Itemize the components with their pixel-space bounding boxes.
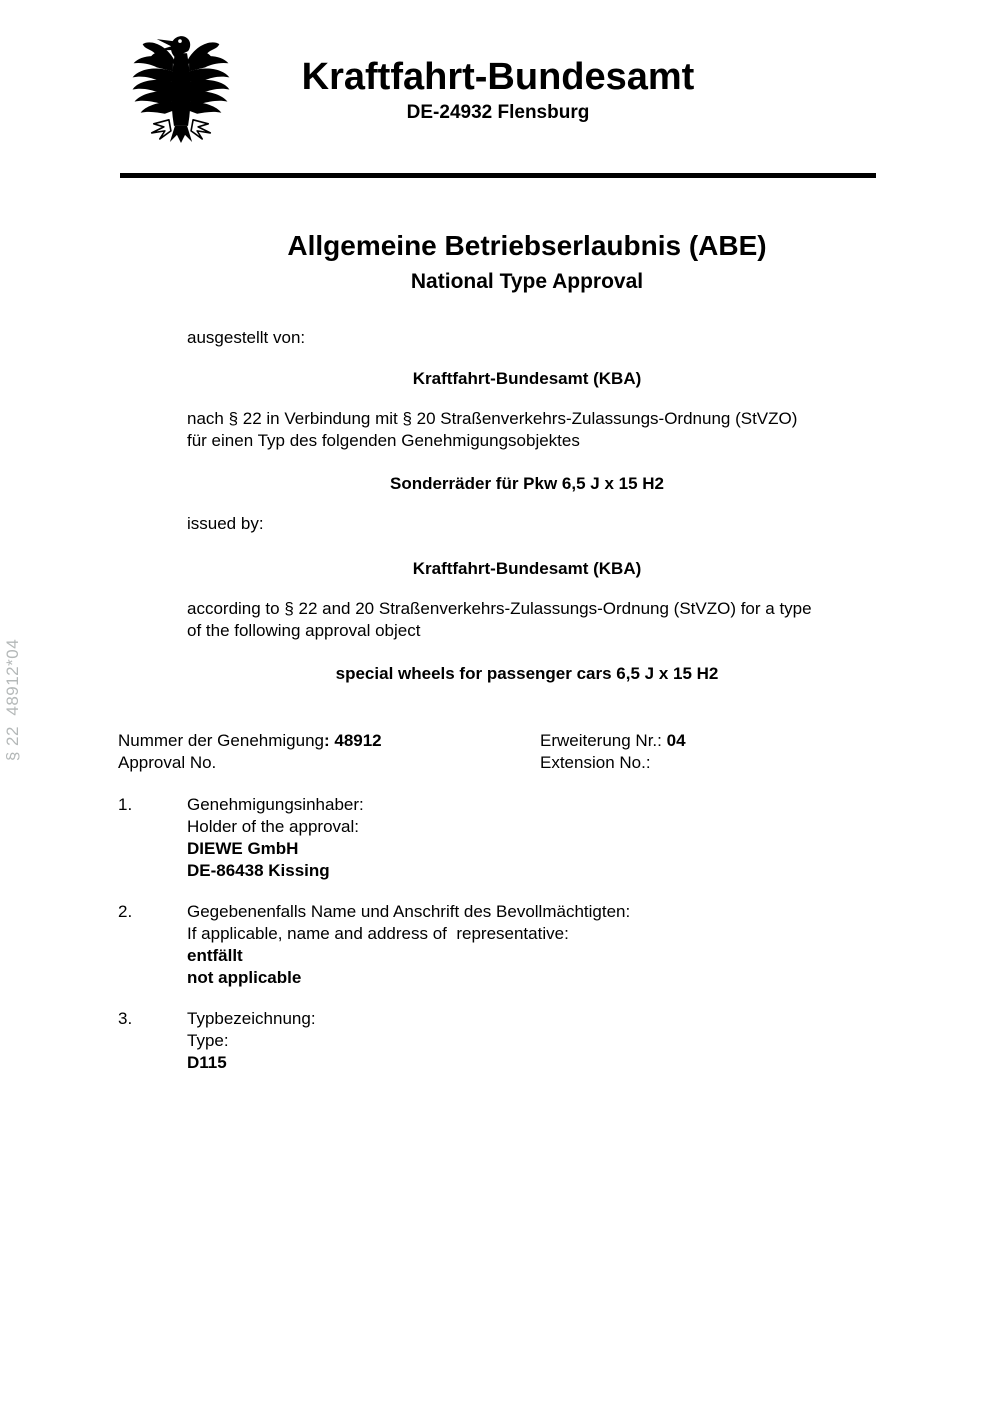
- issued-by-intro-en: issued by:: [187, 514, 264, 533]
- item-label-de: Genehmigungsinhaber:: [187, 795, 364, 814]
- legal-basis-en-line2: of the following approval object: [187, 621, 421, 640]
- approval-number-label-en: Approval No.: [118, 753, 217, 772]
- approval-number-line: [118, 730, 540, 752]
- approval-number-label-de: Nummer der Genehmigung: [118, 731, 324, 750]
- approval-number-value: : 48912: [323, 731, 382, 750]
- extension-number-line: [540, 730, 686, 752]
- item-holder-of-approval: [118, 794, 878, 882]
- extension-number-block: [540, 730, 686, 774]
- issued-by-intro-de: ausgestellt von:: [187, 328, 306, 347]
- document-title-en: National Type Approval: [410, 270, 644, 293]
- agency-name: Kraftfahrt-Bundesamt: [301, 56, 695, 98]
- legal-basis-de: [187, 408, 867, 452]
- numbered-items: [118, 794, 878, 1074]
- extension-number-label-de: Erweiterung Nr.:: [540, 731, 667, 750]
- item-value-line2: not applicable: [187, 968, 302, 987]
- approval-numbers-row: [118, 730, 878, 774]
- item-label-en: If applicable, name and address of representative:: [187, 924, 569, 943]
- item-value-line1: D115: [187, 1053, 227, 1072]
- item-label-de: Gegebenenfalls Name und Anschrift des Bevollmächtigten:: [187, 902, 631, 921]
- item-label-en: Type:: [187, 1031, 229, 1050]
- agency-address: DE-24932 Flensburg: [406, 102, 590, 123]
- header-divider: [120, 173, 876, 178]
- legal-basis-en-line1: according to § 22 and 20 Straßenverkehrs-Zulassungs-Ordnung (StVZO) for a type: [187, 599, 812, 618]
- item-number: 3.: [118, 1009, 133, 1028]
- item-label-en: Holder of the approval:: [187, 817, 359, 836]
- approval-number-block: [118, 730, 540, 774]
- issuing-authority-de: Kraftfahrt-Bundesamt (KBA): [412, 369, 642, 388]
- item-number: 1.: [118, 795, 133, 814]
- approval-subject-de: Sonderräder für Pkw 6,5 J x 15 H2: [389, 474, 664, 493]
- item-type-designation: [118, 1008, 878, 1074]
- approval-subject-en: special wheels for passenger cars 6,5 J x 15 H2: [335, 664, 719, 683]
- issuing-authority-en: Kraftfahrt-Bundesamt (KBA): [412, 559, 642, 578]
- item-value-line1: entfällt: [187, 946, 243, 965]
- item-label-de: Typbezeichnung:: [187, 1009, 316, 1028]
- legal-basis-de-line1: nach § 22 in Verbindung mit § 20 Straßenverkehrs-Zulassungs-Ordnung (StVZO): [187, 409, 798, 428]
- item-number: 2.: [118, 902, 133, 921]
- item-value-line1: DIEWE GmbH: [187, 839, 299, 858]
- legal-basis-en: [187, 598, 867, 642]
- document-title-de: Allgemeine Betriebserlaubnis (ABE): [287, 230, 767, 261]
- legal-basis-de-line2: für einen Typ des folgenden Genehmigungsobjektes: [187, 431, 580, 450]
- letterhead: [120, 56, 876, 124]
- vertical-file-reference: § 22 48912*04: [3, 638, 22, 762]
- item-representative: [118, 901, 878, 989]
- extension-number-value: 04: [666, 731, 686, 750]
- extension-number-label-en: Extension No.:: [540, 753, 651, 772]
- item-value-line2: DE-86438 Kissing: [187, 861, 330, 880]
- document-body: [187, 230, 867, 685]
